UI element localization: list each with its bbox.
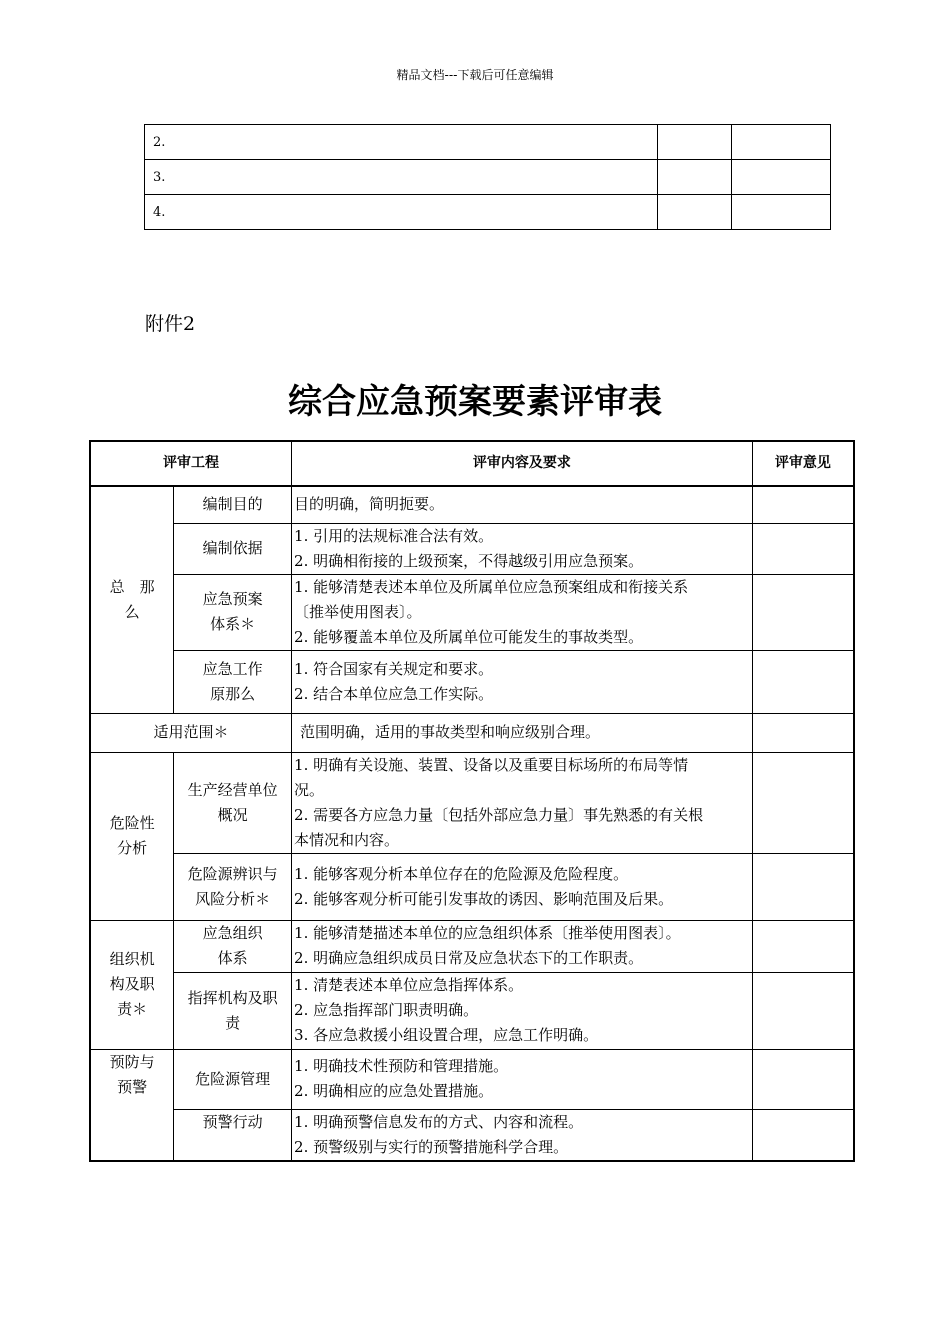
- section-label-line: 预防与: [109, 1052, 155, 1071]
- item-name: [174, 853, 292, 920]
- item-name-line: 应急工作: [202, 659, 263, 678]
- item-name-line: 风险分析＊: [195, 889, 271, 908]
- table-row: [90, 523, 854, 574]
- item-content: [292, 972, 753, 1049]
- table-row: [90, 752, 854, 853]
- attachment-label: 附件2: [145, 313, 196, 335]
- content-line: 〔推举使用图表〕。: [294, 602, 422, 621]
- content-line: 1. 清楚表述本单位应急指挥体系。: [294, 976, 524, 994]
- row-index: 3.: [145, 160, 658, 195]
- item-name: 编制目的: [174, 486, 292, 523]
- continuation-table: [144, 124, 831, 230]
- content-line: 2. 明确相应的应急处置措施。: [294, 1082, 494, 1100]
- table-row: [145, 195, 831, 230]
- content-line: 1. 符合国家有关规定和要求。: [294, 659, 494, 678]
- content-line: 2. 结合本单位应急工作实际。: [294, 684, 494, 703]
- item-name: [174, 752, 292, 853]
- section-label-risk: [90, 752, 174, 920]
- opinion-cell: [752, 972, 854, 1049]
- content-line: 目的明确，简明扼要。: [294, 495, 445, 514]
- section-label-line: 分析: [117, 839, 148, 857]
- item-name-line: 生产经营单位: [187, 780, 278, 799]
- header-opinion: 评审意见: [752, 441, 854, 486]
- content-line: 本情况和内容。: [294, 830, 400, 849]
- table-row: [90, 1109, 854, 1161]
- item-name: 危险源管理: [174, 1049, 292, 1109]
- item-content: [292, 1109, 753, 1161]
- table-row: [90, 486, 854, 523]
- empty-cell: [732, 160, 831, 195]
- section-label-line: 危险性: [109, 814, 155, 832]
- table-row: [90, 574, 854, 650]
- table-row: [90, 713, 854, 752]
- content-line: 1. 明确技术性预防和管理措施。: [294, 1057, 509, 1075]
- section-label-line: 责＊: [117, 1000, 148, 1018]
- table-row: [90, 1049, 854, 1109]
- content-line: 况。: [294, 780, 325, 799]
- content-line: 2. 明确相衔接的上级预案，不得越级引用应急预案。: [294, 551, 644, 570]
- item-name-line: 应急预案: [202, 590, 263, 608]
- header-content: 评审内容及要求: [292, 441, 753, 486]
- section-label-line: 总 那: [109, 577, 155, 596]
- section-label-line: 么: [124, 602, 140, 621]
- opinion-cell: [752, 920, 854, 972]
- table-row: [90, 650, 854, 713]
- item-content: [292, 920, 753, 972]
- item-content: [292, 752, 753, 853]
- opinion-cell: [752, 523, 854, 574]
- table-row: [145, 125, 831, 160]
- item-content: [292, 853, 753, 920]
- empty-cell: [732, 125, 831, 160]
- content-line: 1. 能够清楚表述本单位及所属单位应急预案组成和衔接关系: [294, 577, 689, 596]
- item-name: [174, 920, 292, 972]
- content-line: 2. 需要各方应急力量〔包括外部应急力量〕事先熟悉的有关根: [294, 805, 704, 824]
- item-name-line: 体系: [217, 949, 248, 967]
- item-name-line: 应急组织: [202, 924, 263, 942]
- opinion-cell: [752, 713, 854, 752]
- item-content: [292, 486, 753, 523]
- section-label-line: 预警: [117, 1077, 148, 1096]
- table-row: [90, 920, 854, 972]
- content-line: 1. 明确有关设施、装置、设备以及重要目标场所的布局等情: [294, 755, 689, 774]
- content-line: 2. 预警级别与实行的预警措施科学合理。: [294, 1137, 569, 1156]
- section-label-prevention: [90, 1049, 174, 1161]
- row-index: 2.: [145, 125, 658, 160]
- item-content: [292, 1049, 753, 1109]
- content-line: 2. 应急指挥部门职责明确。: [294, 1001, 479, 1019]
- content-line: 2. 明确应急组织成员日常及应急状态下的工作职责。: [294, 949, 644, 967]
- table-row: [90, 972, 854, 1049]
- content-line: 2. 能够覆盖本单位及所属单位可能发生的事故类型。: [294, 627, 644, 646]
- item-name: [174, 574, 292, 650]
- opinion-cell: [752, 650, 854, 713]
- item-name: [174, 972, 292, 1049]
- empty-cell: [658, 125, 732, 160]
- empty-cell: [732, 195, 831, 230]
- section-label-line: 组织机: [109, 950, 155, 968]
- content-line: 1. 能够客观分析本单位存在的危险源及危险程度。: [294, 864, 629, 883]
- empty-cell: [658, 160, 732, 195]
- header-note: 精品文档---下载后可任意编辑: [396, 68, 554, 82]
- opinion-cell: [752, 1109, 854, 1161]
- item-content: 范围明确，适用的事故类型和响应级别合理。: [292, 713, 753, 752]
- item-name-line: 体系＊: [210, 615, 256, 633]
- content-line: 1. 能够清楚描述本单位的应急组织体系〔推举使用图表〕。: [294, 924, 681, 942]
- item-content: [292, 650, 753, 713]
- header-project: 评审工程: [90, 441, 292, 486]
- table-header-row: [90, 441, 854, 486]
- table-row: [90, 853, 854, 920]
- item-content: [292, 574, 753, 650]
- opinion-cell: [752, 574, 854, 650]
- section-label-org: [90, 920, 174, 1049]
- review-table: [89, 440, 855, 1162]
- table-row: [145, 160, 831, 195]
- empty-cell: [658, 195, 732, 230]
- row-index: 4.: [145, 195, 658, 230]
- opinion-cell: [752, 1049, 854, 1109]
- section-label-line: 构及职: [109, 975, 155, 993]
- item-name-line: 指挥机构及职: [187, 988, 278, 1007]
- item-name-line: 责: [225, 1013, 241, 1032]
- opinion-cell: [752, 486, 854, 523]
- content-line: 2. 能够客观分析可能引发事故的诱因、影响范围及后果。: [294, 889, 674, 908]
- content-line: 1. 明确预警信息发布的方式、内容和流程。: [294, 1112, 584, 1131]
- section-label-scope: 适用范围＊: [90, 713, 292, 752]
- page-title: 综合应急预案要素评审表: [288, 382, 662, 422]
- content-line: 3. 各应急救援小组设置合理，应急工作明确。: [294, 1026, 599, 1044]
- item-name-line: 概况: [217, 805, 248, 824]
- item-content: [292, 523, 753, 574]
- item-name: 编制依据: [174, 523, 292, 574]
- item-name: [174, 650, 292, 713]
- item-name: 预警行动: [174, 1109, 292, 1161]
- item-name-line: 原那么: [210, 684, 256, 703]
- section-label-general: [90, 486, 174, 713]
- item-name-line: 危险源辨识与: [187, 864, 278, 883]
- opinion-cell: [752, 853, 854, 920]
- content-line: 1. 引用的法规标准合法有效。: [294, 526, 494, 545]
- opinion-cell: [752, 752, 854, 853]
